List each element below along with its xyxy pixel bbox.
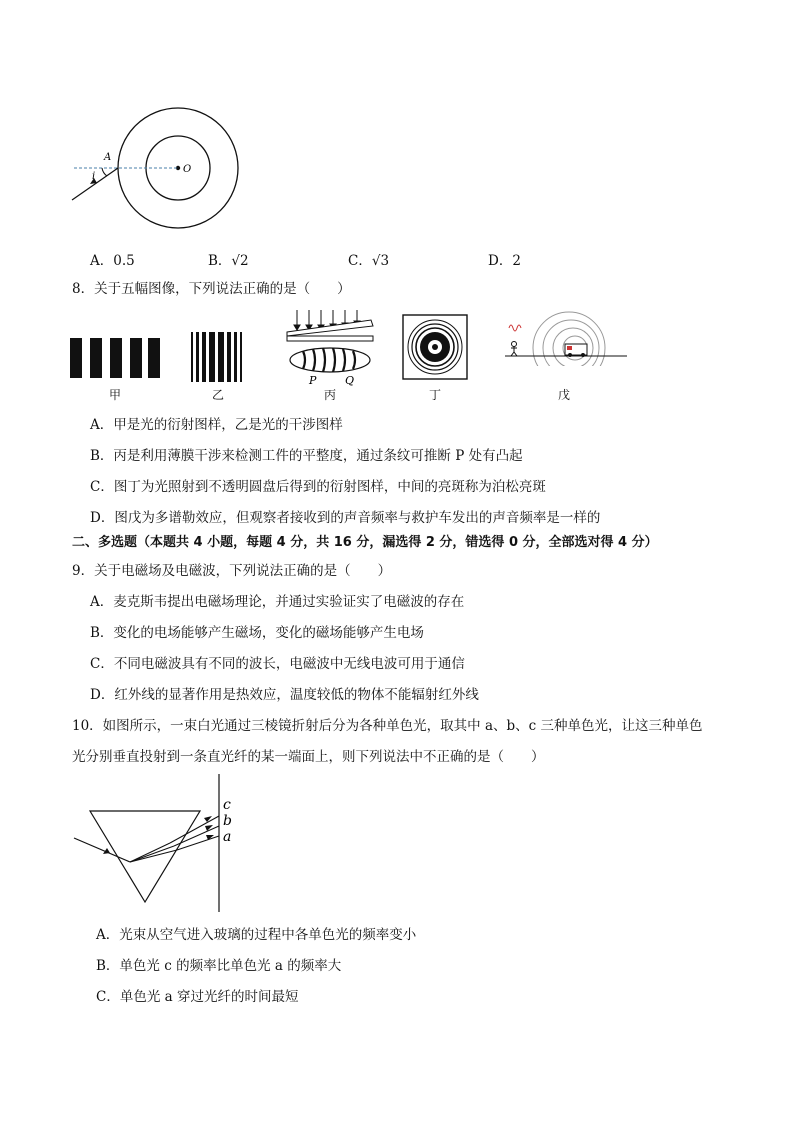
- section-heading: 二、多选题（本题共 4 小题，每题 4 分，共 16 分，漏选得 2 分，错选得 0 分，全部选对得 4 分）: [72, 535, 658, 550]
- q9-option-b: B．变化的电场能够产生磁场，变化的磁场能够产生电场: [90, 625, 424, 641]
- white-light-ray: [74, 838, 130, 862]
- q7-option-a: [90, 249, 135, 269]
- caption-ding: 丁: [428, 388, 441, 402]
- q10-prism-figure: [70, 774, 250, 914]
- label-O: O: [183, 164, 192, 175]
- option-value: √3: [371, 253, 390, 269]
- label-b: b: [223, 813, 232, 829]
- option-value: 0.5: [113, 253, 135, 269]
- option-value: √2: [231, 253, 249, 269]
- q10-option-c: C．单色光 a 穿过光纤的时间最短: [96, 989, 299, 1005]
- angle-arc: [102, 168, 107, 176]
- q7-circles-figure: [66, 104, 246, 234]
- q7-option-c: [348, 249, 389, 269]
- caption-jia: 甲: [108, 388, 121, 402]
- q10-stem-line1: 10．如图所示，一束白光通过三棱镜折射后分为各种单色光，取其中 a、b、c 三种单色光，让这三种单色: [72, 718, 703, 734]
- caption-bing: 丙: [323, 388, 336, 402]
- q10-option-b: B．单色光 c 的频率比单色光 a 的频率大: [96, 958, 342, 974]
- caption-wu: 戊: [557, 388, 570, 402]
- q8-option-c: C．图丁为光照射到不透明圆盘后得到的衍射图样，中间的亮斑称为泊松亮斑: [90, 479, 546, 495]
- q7-option-d: [488, 249, 521, 269]
- q9-option-a: A．麦克斯韦提出电磁场理论，并通过实验证实了电磁波的存在: [90, 594, 465, 610]
- figure-yi-interference-bars: [191, 332, 245, 382]
- q8-stem: 8．关于五幅图像，下列说法正确的是（ ）: [72, 281, 351, 297]
- option-letter: A．: [90, 253, 114, 269]
- figure-wu-doppler: [503, 308, 629, 366]
- q9-option-c: C．不同电磁波具有不同的波长，电磁波中无线电波可用于通信: [90, 656, 465, 672]
- q9-stem: 9．关于电磁场及电磁波，下列说法正确的是（ ）: [72, 563, 392, 579]
- figure-bing-thin-film: [283, 308, 379, 386]
- q10-stem-line2: 光分别垂直投射到一条直光纤的某一端面上，则下列说法中不正确的是（ ）: [72, 749, 545, 765]
- q10-option-a: A．光束从空气进入玻璃的过程中各单色光的频率变小: [96, 927, 417, 943]
- q8-option-b: B．丙是利用薄膜干涉来检测工件的平整度，通过条纹可推断 P 处有凸起: [90, 448, 523, 464]
- caption-yi: 乙: [211, 388, 224, 402]
- label-a: a: [223, 829, 232, 845]
- option-value: 2: [512, 253, 521, 269]
- label-c: c: [223, 797, 231, 813]
- option-letter: D．: [488, 253, 513, 269]
- q8-option-a: A．甲是光的衍射图样，乙是光的干涉图样: [90, 417, 343, 433]
- label-A: A: [104, 152, 112, 163]
- q9-option-d: D．红外线的显著作用是热效应，温度较低的物体不能辐射红外线: [90, 687, 479, 703]
- figure-ding-poisson-spot: [402, 314, 468, 380]
- option-letter: B．: [208, 253, 232, 269]
- label-i: i: [92, 171, 96, 182]
- option-letter: C．: [348, 253, 372, 269]
- q8-option-d: D．图戊为多谱勒效应，但观察者接收到的声音频率与救护车发出的声音频率是一样的: [90, 510, 601, 526]
- q7-option-b: [208, 249, 249, 269]
- label-P: P: [309, 374, 317, 386]
- figure-jia-diffraction-bars: [70, 338, 160, 378]
- label-Q: Q: [345, 374, 355, 386]
